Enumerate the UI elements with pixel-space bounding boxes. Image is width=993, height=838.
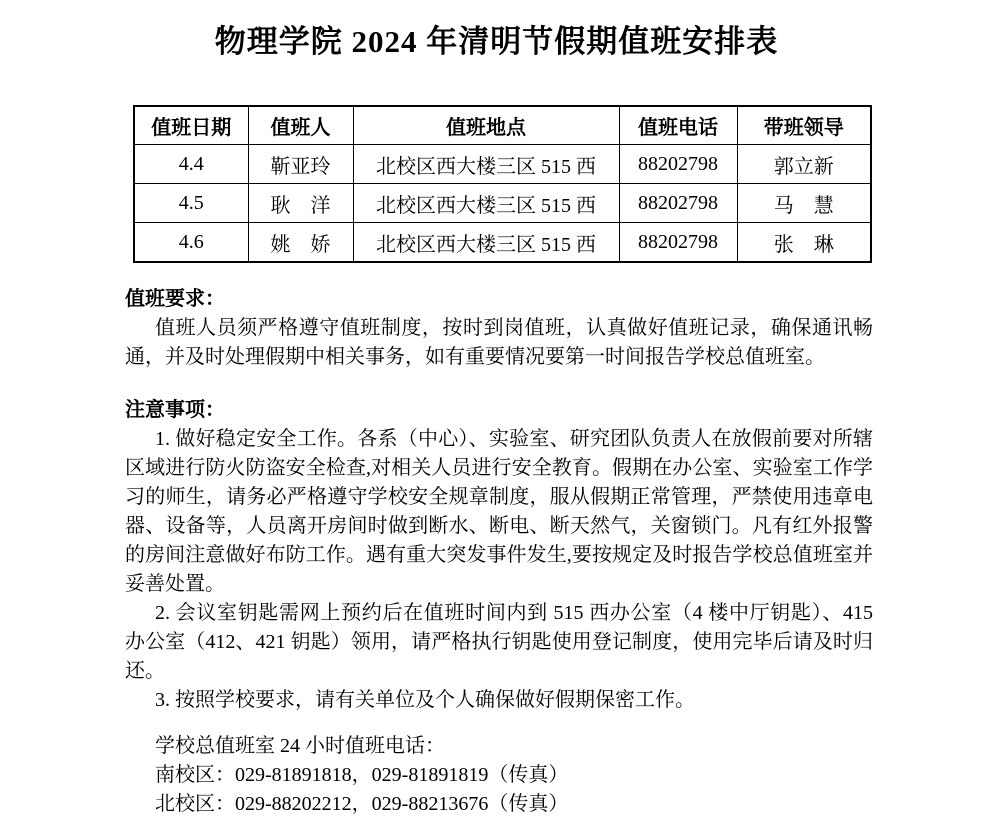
requirements-heading: 值班要求： xyxy=(125,288,225,310)
duty-date-cell: 4.6 xyxy=(134,223,248,263)
table-row xyxy=(134,184,871,223)
document-body xyxy=(125,285,873,819)
table-row xyxy=(134,223,871,263)
column-header-duty-person: 值班人 xyxy=(248,106,353,145)
duty-phone-cell: 88202798 xyxy=(619,223,737,263)
table-row xyxy=(134,145,871,184)
table-header-row xyxy=(134,106,871,145)
duty-person-cell: 姚 娇 xyxy=(248,223,353,263)
notes-item-2: 2. 会议室钥匙需网上预约后在值班时间内到 515 西办公室（4 楼中厅钥匙）、415 办公室（412、421 钥匙）领用，请严格执行钥匙使用登记制度，使用完毕后请及时归还。 xyxy=(125,602,873,682)
column-header-duty-location: 值班地点 xyxy=(353,106,619,145)
document-title: 物理学院 2024 年清明节假期值班安排表 xyxy=(214,24,779,59)
column-header-duty-leader: 带班领导 xyxy=(737,106,871,145)
column-header-duty-date: 值班日期 xyxy=(134,106,248,145)
duty-location-cell: 北校区西大楼三区 515 西 xyxy=(353,145,619,184)
duty-person-cell: 耿 洋 xyxy=(248,184,353,223)
duty-schedule-table xyxy=(133,105,872,263)
duty-location-cell: 北校区西大楼三区 515 西 xyxy=(353,184,619,223)
column-header-duty-phone: 值班电话 xyxy=(619,106,737,145)
duty-leader-cell: 马 慧 xyxy=(737,184,871,223)
hotline-title: 学校总值班室 24 小时值班电话： xyxy=(155,735,445,757)
requirements-paragraph: 值班人员须严格遵守值班制度，按时到岗值班，认真做好值班记录，确保通讯畅通，并及时处理假期中相关事务，如有重要情况要第一时间报告学校总值班室。 xyxy=(125,317,873,368)
duty-date-cell: 4.5 xyxy=(134,184,248,223)
duty-leader-cell: 张 琳 xyxy=(737,223,871,263)
duty-person-cell: 靳亚玲 xyxy=(248,145,353,184)
notes-item-3: 3. 按照学校要求，请有关单位及个人确保做好假期保密工作。 xyxy=(155,689,695,711)
duty-leader-cell: 郭立新 xyxy=(737,145,871,184)
duty-location-cell: 北校区西大楼三区 515 西 xyxy=(353,223,619,263)
hotline-south-campus: 南校区：029-81891818，029-81891819（传真） xyxy=(155,764,569,786)
hotline-north-campus: 北校区：029-88202212，029-88213676（传真） xyxy=(155,793,569,815)
duty-phone-cell: 88202798 xyxy=(619,145,737,184)
duty-phone-cell: 88202798 xyxy=(619,184,737,223)
notes-heading: 注意事项： xyxy=(125,399,225,421)
duty-date-cell: 4.4 xyxy=(134,145,248,184)
hotline-block xyxy=(125,732,873,819)
notes-item-1: 1. 做好稳定安全工作。各系（中心）、实验室、研究团队负责人在放假前要对所辖区域进行防火防盗安全检查,对相关人员进行安全教育。假期在办公室、实验室工作学习的师生，请务必严格遵守学校安全规章制度，服从假期正常管理，严禁使用违章电器、设备等，人员离开房间时做到断水、断电、断天然气，关窗锁门。凡有红外报警的房间注意做好布防工作。遇有重大突发事件发生,要按规定及时报告学校总值班室并妥善处置。 xyxy=(125,428,873,595)
